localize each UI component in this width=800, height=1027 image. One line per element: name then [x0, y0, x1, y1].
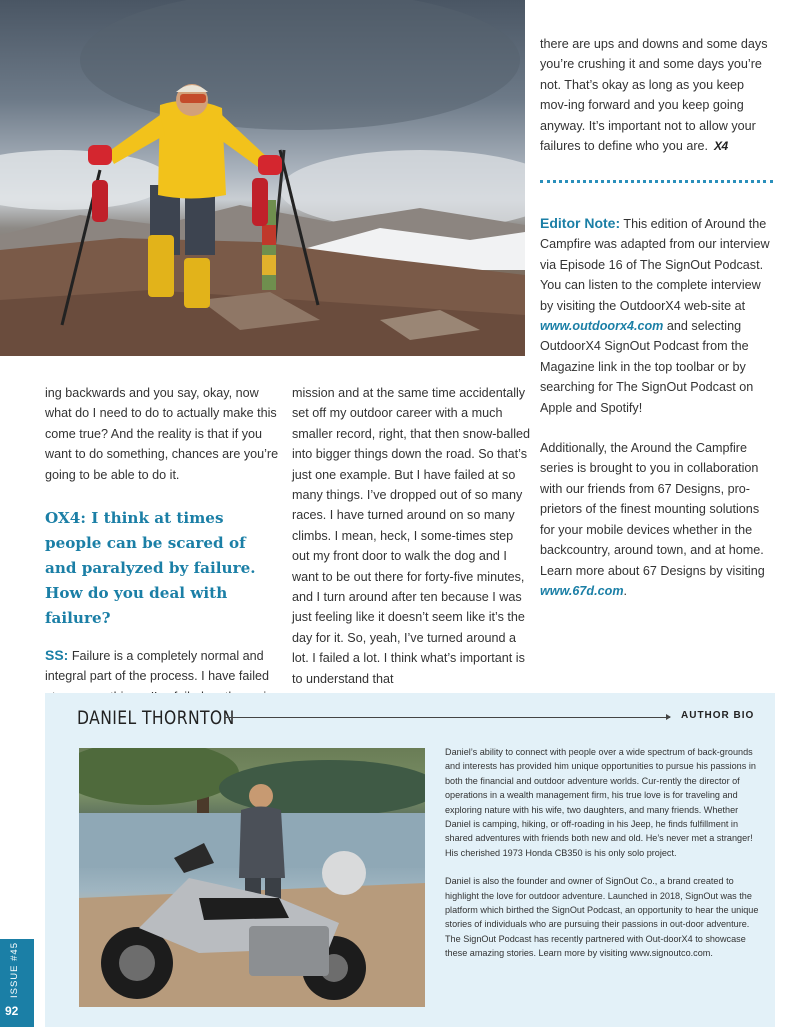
- closing-text: there are ups and downs and some days you’re crushing it and some days you’re not. That’s okay as long as you keep mov-ing forward and you keep going anyway. It’s important not to allow your failures to define who you are.: [540, 37, 768, 154]
- answer-text: Failure is a completely normal and integral part of the process. I have failed: [45, 649, 270, 684]
- column-3-paragraph: [540, 34, 772, 156]
- summit-illustration: [0, 0, 525, 356]
- hero-photo-mountaineer: [0, 0, 525, 356]
- article-column-2: [292, 383, 530, 689]
- author-bio-box: [45, 693, 775, 1027]
- additional-note-paragraph: [540, 438, 772, 601]
- author-photo-motorcycle: [79, 748, 425, 1007]
- issue-number: ISSUE #45: [9, 942, 20, 998]
- additional-text: Additionally, the Around the Campfire series is brought to you in collaboration with our friends from 67 Designs, pro-prietors of the finest mounting solutions for your mobile devices whether in the backcountry, around town, and at home. Learn more about 67 Designs by visiting: [540, 441, 765, 578]
- article-column-3: [540, 34, 772, 156]
- bio-paragraph-1: Daniel’s ability to connect with people over a wide spectrum of back-grounds and interests has provided him unique opportunities to pursue his passions in both the financial and outdoor adventure worlds. Cur-rently the director of operations in a wealth management firm, his true love is for traveling and exploring nature with his wife, two daughters, and many friends. Whether Daniel is camping, hiking, or off-roading in his Jeep, he finds fulfillment in shared adventures with friends both new and old. He’s never met a stranger! His cherished 1973 Honda CB350 is his only solo project.: [445, 747, 756, 858]
- bio-paragraph-2: Daniel is also the founder and owner of SignOut Co., a brand created to highlight the love for outdoor adventure. Launched in 2018, SignOut was the platform which birthed the SignOut Podcast, an opportunity to hear the unique stories of individuals who are pursuing their passions in out-door adventure. The SignOut Podcast has recently partnered with Out-doorX4 to showcase these amazing stories. Learn more by visiting www.signoutco.com.: [445, 876, 759, 959]
- section-divider: [540, 180, 773, 183]
- article-column-1: [45, 383, 280, 707]
- editor-note-text-2: and selecting OutdoorX4 SignOut Podcast from the Magazine link in the top toolbar or by searching for The SignOut Podcast on Apple and Spotify!: [540, 319, 754, 415]
- bio-rule-arrow: [666, 714, 671, 720]
- editor-note-paragraph: [540, 213, 772, 418]
- page-number: 92: [5, 1004, 19, 1018]
- answer-speaker: SS:: [45, 647, 69, 664]
- editor-note-label: Editor Note:: [540, 215, 621, 231]
- interview-question: OX4: I think at times people can be scared of and paralyzed by failure. How do you deal with failure?: [45, 509, 256, 628]
- bio-rule-line: [225, 717, 670, 718]
- author-name: DANIEL THORNTON: [77, 707, 235, 729]
- editor-note-text-1: This edition of Around the Campfire was adapted from our interview via Episode 16 of The SignOut Podcast. You can listen to the complete interview by visiting the OutdoorX4 web-site at: [540, 217, 770, 313]
- 67d-link[interactable]: www.67d.com: [540, 583, 624, 598]
- author-illustration: [79, 748, 425, 1007]
- end-mark-logo: X4: [714, 139, 728, 154]
- additional-end: .: [623, 583, 628, 598]
- author-bio-text: [445, 745, 763, 961]
- outdoorx4-link[interactable]: www.outdoorx4.com: [540, 319, 664, 334]
- column-1-paragraph: ing backwards and you say, okay, now what do I need to do to actually make this come true? And the reality is that if you want to do something, chances are you’re going to be able to do it.: [45, 386, 279, 482]
- author-bio-tag: AUTHOR BIO: [681, 710, 755, 721]
- column-2-paragraph: mission and at the same time accidentally set off my outdoor career with a much smaller record, right, that then snow-balled into bigger things down the road. So that’s just one example. But I have failed at so many things. I’ve dropped out of so many races. I have turned around on so many climbs. I mean, heck, I some-times step out my front door to walk the dog and I want to be out there for forty-five minutes, and I turn around after ten because I was just feeling like it doesn’t seem like it’s the day for it. So, yeah, I’ve turned around a lot. I failed a lot. I think what’s important is to understand that: [292, 386, 530, 686]
- editor-note: [540, 213, 772, 601]
